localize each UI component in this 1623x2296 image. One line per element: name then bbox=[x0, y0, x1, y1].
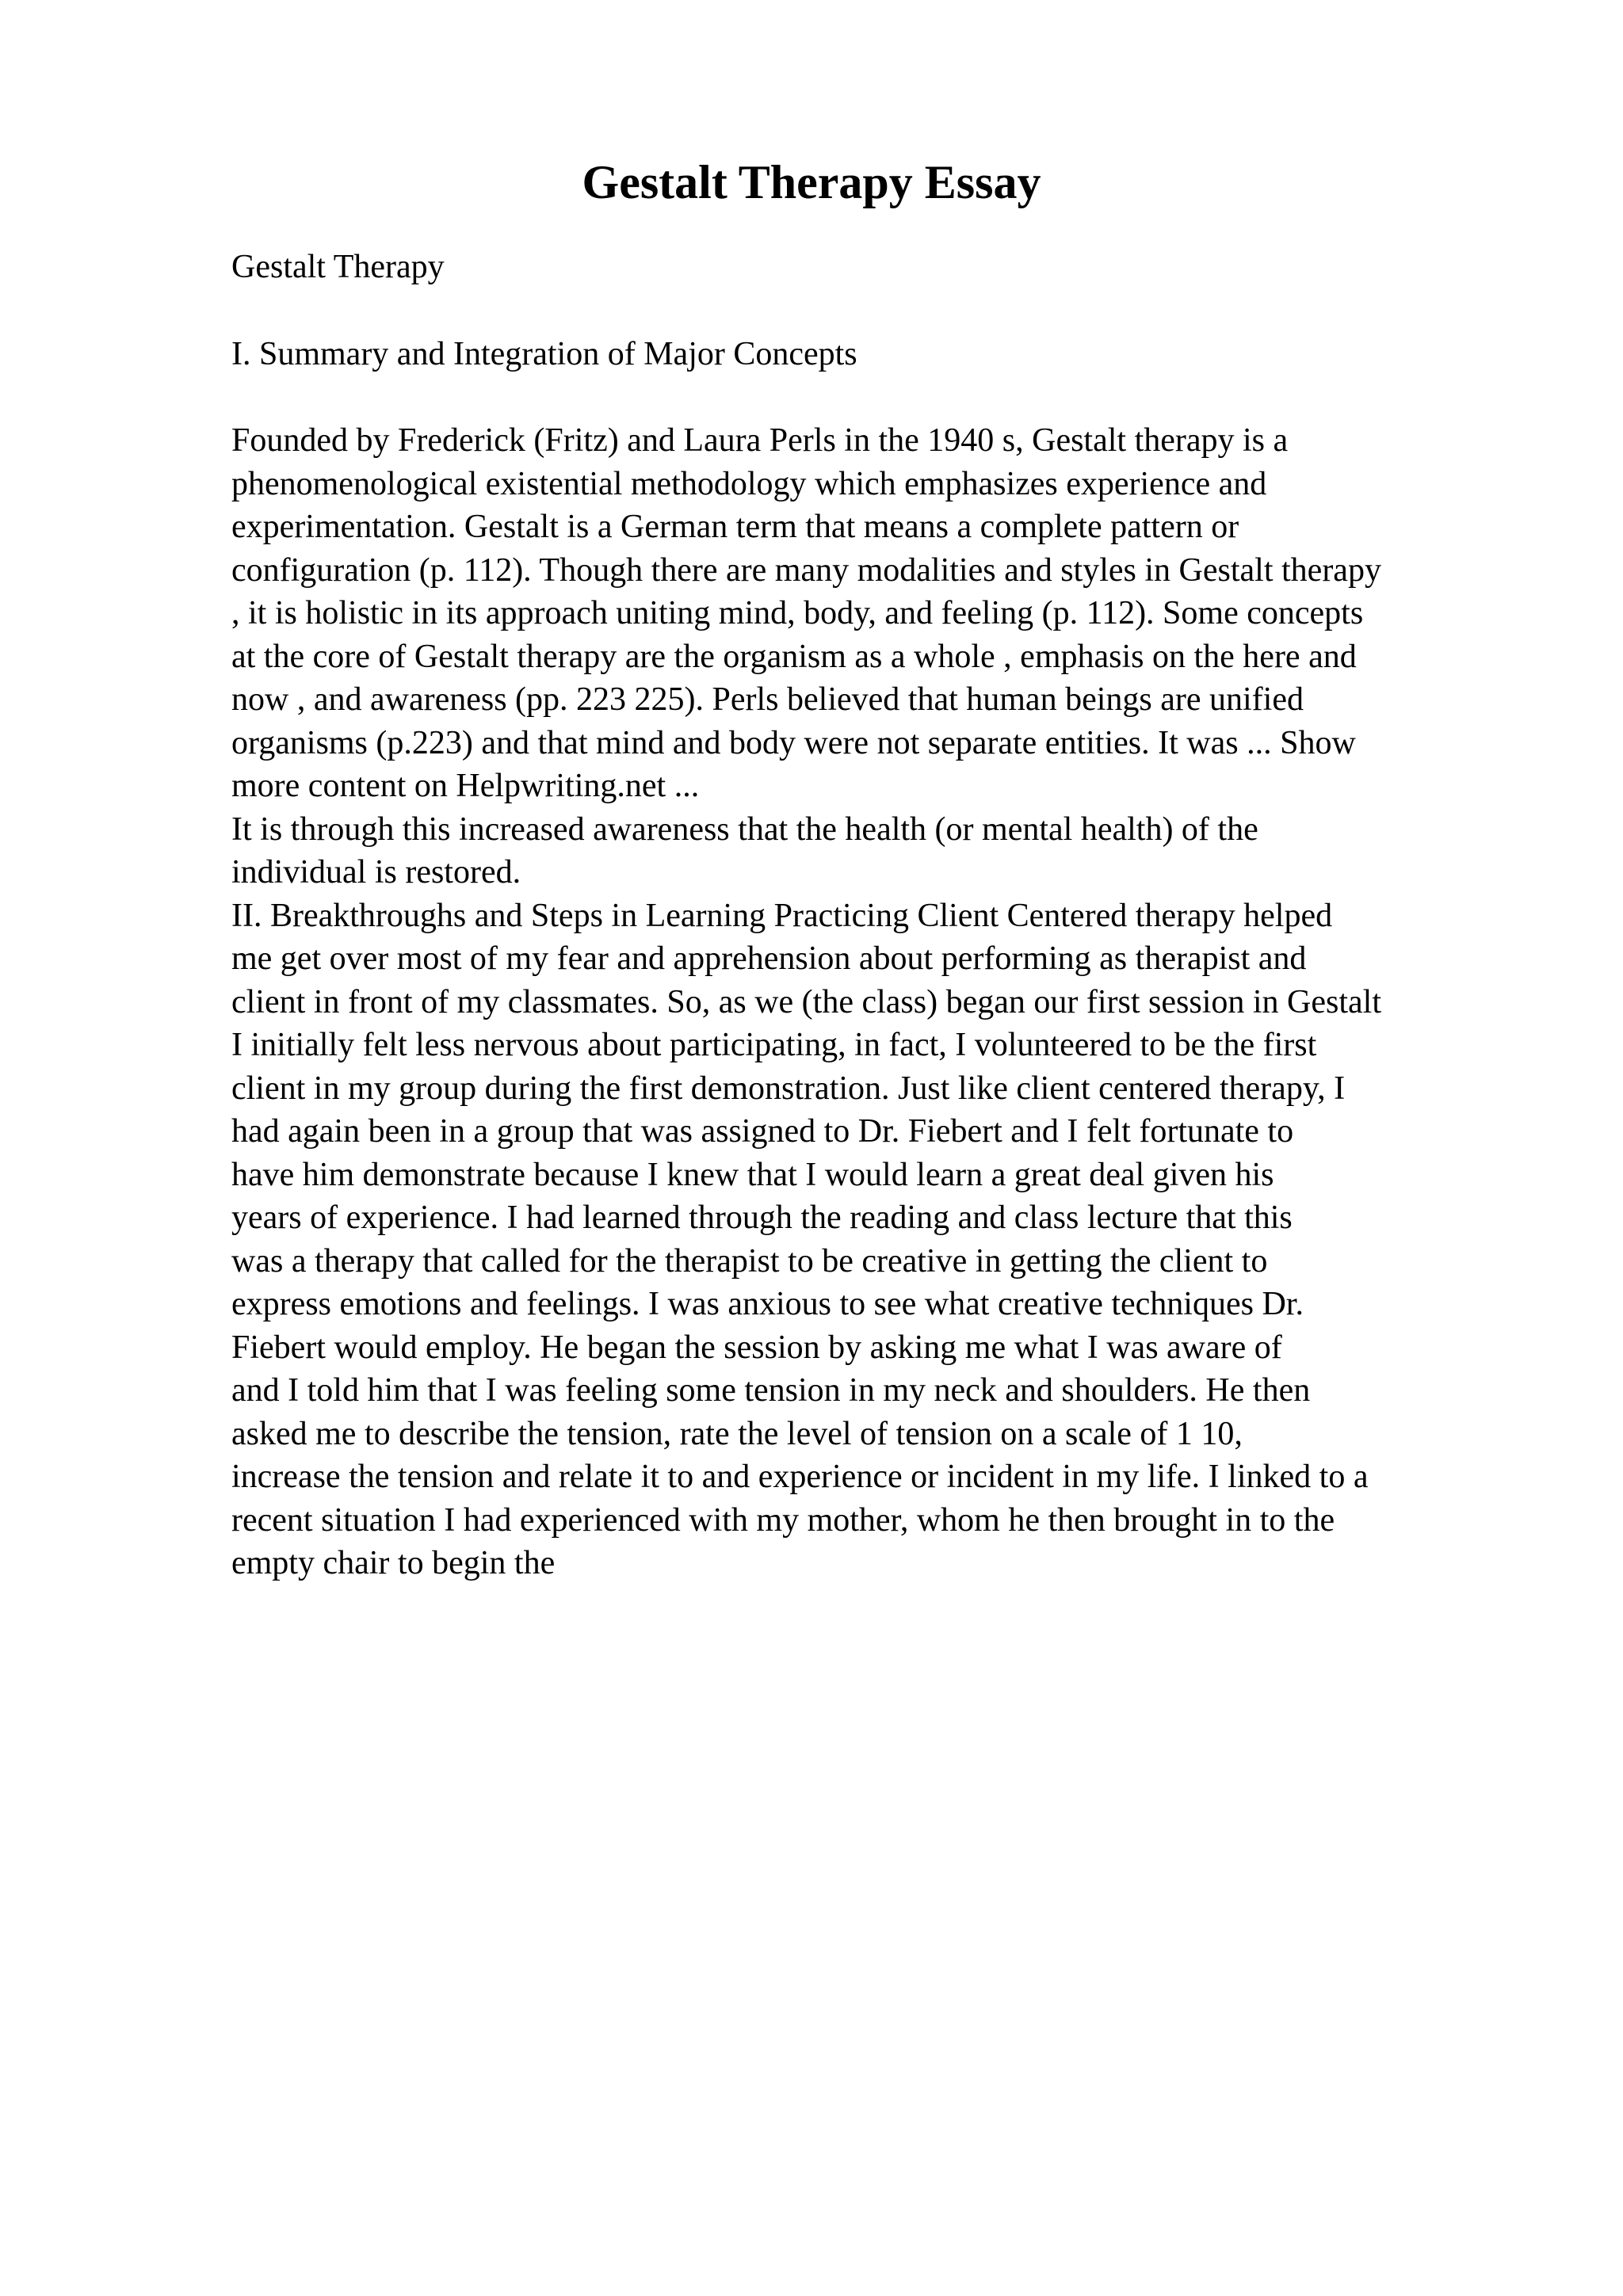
text-line: client in front of my classmates. So, as we (the class) began our first session in Gestalt bbox=[231, 983, 1382, 1020]
text-line: increase the tension and relate it to and experience or incident in my life. I linked to a bbox=[231, 1459, 1369, 1495]
text-line: Founded by Frederick (Fritz) and Laura Perls in the 1940 s, Gestalt therapy is a bbox=[231, 422, 1289, 459]
text-line: organisms (p.223) and that mind and body were not separate entities. It was ... Show bbox=[231, 724, 1356, 761]
text-line: now , and awareness (pp. 223 225). Perls believed that human beings are unified bbox=[231, 681, 1304, 718]
text-line: , it is holistic in its approach uniting mind, body, and feeling (p. 112). Some concepts bbox=[231, 595, 1364, 631]
document-subtitle: Gestalt Therapy bbox=[231, 249, 445, 285]
text-line: configuration (p. 112). Though there are many modalities and styles in Gestalt therapy bbox=[231, 551, 1381, 589]
text-line: years of experience. I had learned through the reading and class lecture that this bbox=[231, 1199, 1293, 1236]
text-line: was a therapy that called for the therapist to be creative in getting the client to bbox=[231, 1242, 1268, 1280]
text-line: recent situation I had experienced with my mother, whom he then brought in to the bbox=[231, 1501, 1335, 1539]
text-line: at the core of Gestalt therapy are the organism as a whole , emphasis on the here and bbox=[231, 638, 1357, 675]
section-heading: I. Summary and Integration of Major Concepts bbox=[231, 336, 857, 372]
text-line: have him demonstrate because I knew that I would learn a great deal given his bbox=[231, 1156, 1274, 1193]
text-line: more content on Helpwriting.net ... bbox=[231, 768, 700, 804]
text-line: express emotions and feelings. I was anxious to see what creative techniques Dr. bbox=[231, 1286, 1304, 1322]
text-line: me get over most of my fear and apprehension about performing as therapist and bbox=[231, 940, 1307, 977]
text-line: asked me to describe the tension, rate the level of tension on a scale of 1 10, bbox=[231, 1415, 1243, 1452]
text-line: individual is restored. bbox=[231, 854, 521, 891]
text-line: II. Breakthroughs and Steps in Learning Practicing Client Centered therapy helped bbox=[231, 897, 1333, 934]
document-title: Gestalt Therapy Essay bbox=[582, 156, 1041, 208]
text-line: and I told him that I was feeling some tension in my neck and shoulders. He then bbox=[231, 1372, 1311, 1409]
text-line: client in my group during the first demonstration. Just like client centered therapy, I bbox=[231, 1070, 1346, 1107]
text-line: empty chair to begin the bbox=[231, 1545, 556, 1581]
text-line: It is through this increased awareness that the health (or mental health) of the bbox=[231, 810, 1258, 848]
essay-body bbox=[231, 419, 1594, 1585]
text-line: experimentation. Gestalt is a German term that means a complete pattern or bbox=[231, 509, 1239, 545]
text-line: I initially felt less nervous about participating, in fact, I volunteered to be the first bbox=[231, 1027, 1317, 1063]
text-line: phenomenological existential methodology which emphasizes experience and bbox=[231, 465, 1267, 502]
text-line: had again been in a group that was assigned to Dr. Fiebert and I felt fortunate to bbox=[231, 1113, 1294, 1150]
text-line: Fiebert would employ. He began the session by asking me what I was aware of bbox=[231, 1329, 1282, 1366]
